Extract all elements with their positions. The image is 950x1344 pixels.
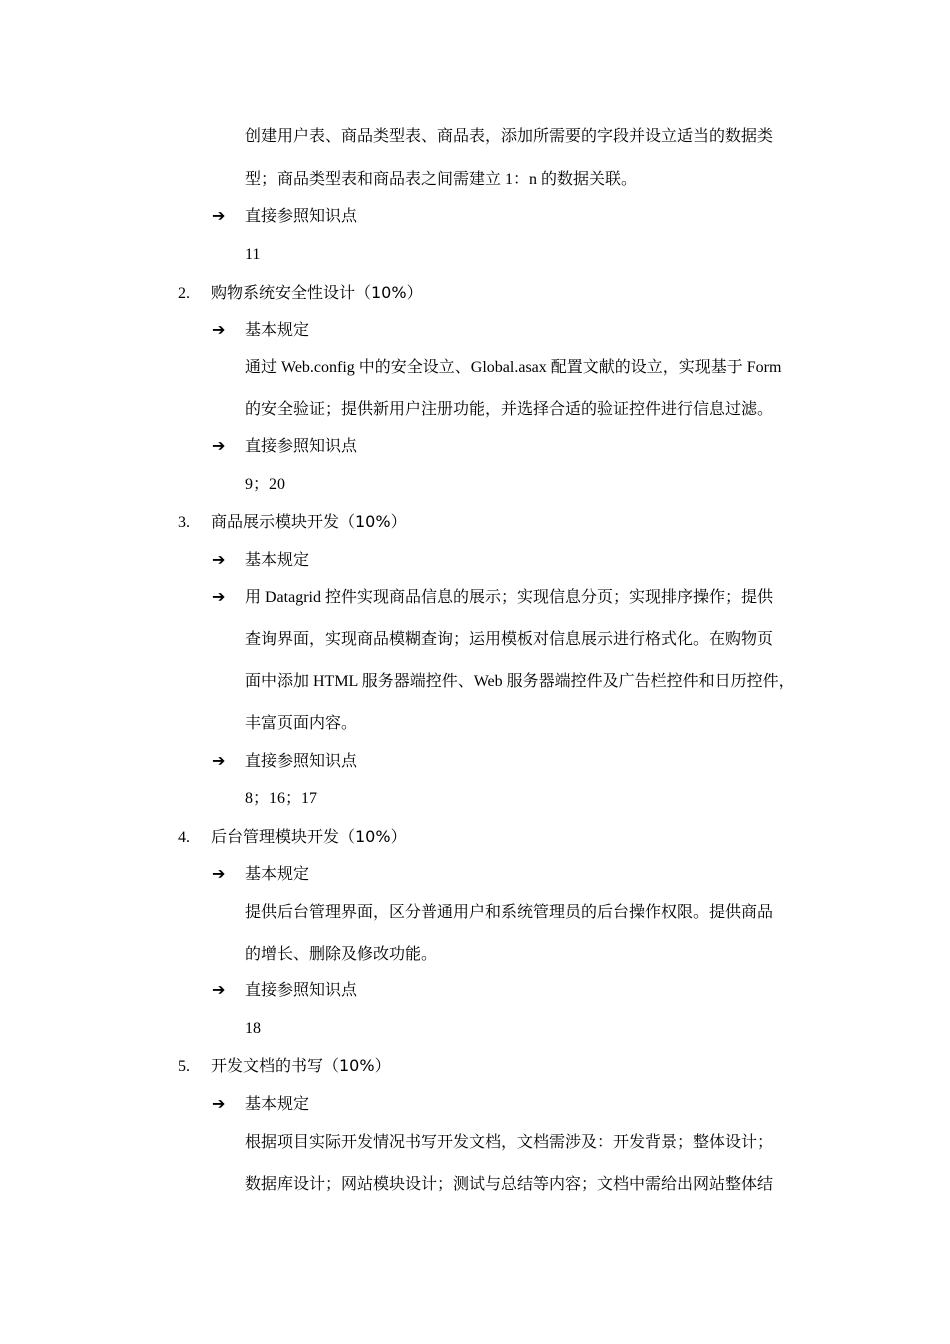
rule-heading: ➔ 基本规定 [212, 550, 310, 569]
reference-heading: ➔ 直接参照知识点 [212, 980, 358, 999]
arrow-right-icon: ➔ [212, 864, 226, 883]
paragraph-line: 根据项目实际开发情况书写开发文档，文档需涉及：开发背景；整体设计； [245, 1132, 774, 1151]
arrow-right-icon: ➔ [212, 587, 226, 606]
paragraph-line: 面中添加 HTML 服务器端控件、Web 服务器端控件及广告栏控件和日历控件， [245, 673, 795, 690]
reference-heading: ➔ 直接参照知识点 [212, 751, 358, 770]
paragraph-line: 提供后台管理界面，区分普通用户和系统管理员的后台操作权限。提供商品 [245, 902, 774, 921]
section-heading: 4. 后台管理模块开发（10%） [178, 827, 407, 846]
arrow-right-icon: ➔ [212, 980, 226, 999]
reference-heading: ➔ 直接参照知识点 [212, 206, 358, 225]
paragraph-line: 丰富页面内容。 [245, 715, 358, 732]
reference-heading: ➔ 直接参照知识点 [212, 436, 358, 455]
paragraph-line: 查询界面，实现商品模糊查询；运用模板对信息展示进行格式化。在购物页 [245, 631, 774, 648]
arrow-right-icon: ➔ [212, 436, 226, 455]
arrow-right-icon: ➔ [212, 320, 226, 339]
reference-value: 8；16；17 [245, 790, 318, 807]
reference-value: 11 [245, 246, 261, 263]
arrow-right-icon: ➔ [212, 1094, 226, 1113]
reference-value: 18 [245, 1020, 261, 1037]
paragraph-line: 创建用户表、商品类型表、商品表，添加所需要的字段并设立适当的数据类 [245, 128, 774, 145]
arrow-right-icon: ➔ [212, 206, 226, 225]
paragraph-line: 的安全验证；提供新用户注册功能，并选择合适的验证控件进行信息过滤。 [245, 401, 774, 418]
paragraph-line: 型；商品类型表和商品表之间需建立 1：n 的数据关联。 [245, 171, 638, 188]
arrow-right-icon: ➔ [212, 751, 226, 770]
arrow-right-icon: ➔ [212, 550, 226, 569]
rule-heading: ➔ 基本规定 [212, 320, 310, 339]
rule-heading: ➔ 基本规定 [212, 864, 310, 883]
paragraph-line: 数据库设计；网站模块设计；测试与总结等内容；文档中需给出网站整体结 [245, 1174, 774, 1193]
rule-heading: ➔ 基本规定 [212, 1094, 310, 1113]
paragraph-line: 通过 Web.config 中的安全设立、Global.asax 配置文献的设立，实现基于 Form [245, 359, 782, 376]
reference-value: 9；20 [245, 476, 286, 493]
paragraph-line: 的增长、删除及修改功能。 [245, 944, 438, 963]
section-heading: 5. 开发文档的书写（10%） [178, 1056, 391, 1075]
bullet-paragraph: ➔ 用 Datagrid 控件实现商品信息的展示；实现信息分页；实现排序操作；提供 [212, 587, 773, 606]
section-heading: 3. 商品展示模块开发（10%） [178, 512, 407, 531]
section-heading: 2. 购物系统安全性设计（10%） [178, 283, 423, 302]
